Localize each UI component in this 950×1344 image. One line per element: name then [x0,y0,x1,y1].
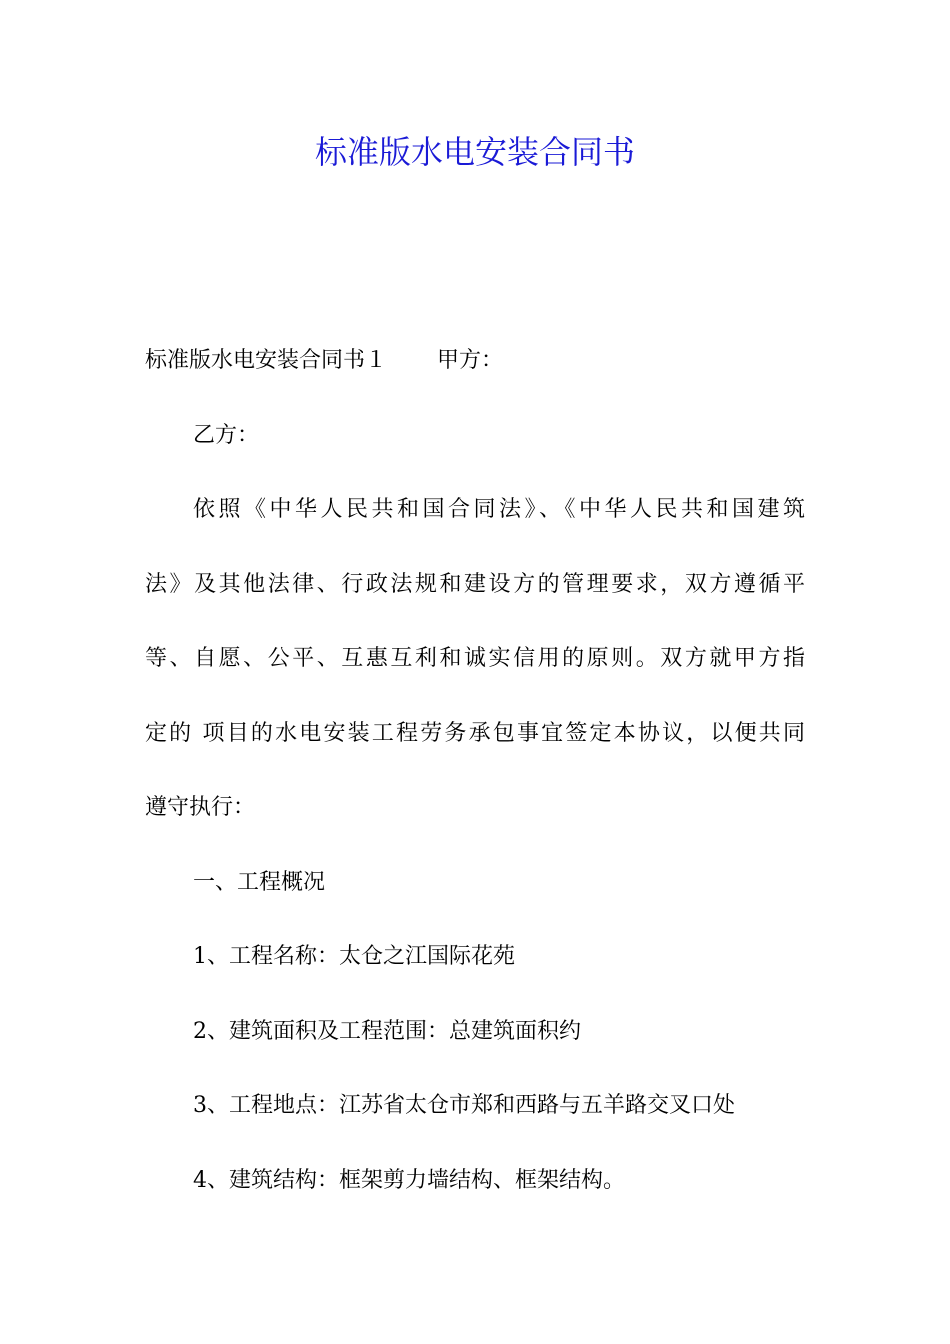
party-b-line [145,399,805,474]
preamble-line: 法》及其他法律、行政法规和建设方的管理要求，双方遵循平 [145,571,805,597]
list-item: 1、工程名称：太仓之江国际花苑 [193,944,515,969]
preamble-line: 遵守执行： [145,795,256,820]
contract-subtitle: 标准版水电安装合同书１ [145,348,388,373]
preamble-line: 依照《中华人民共和国合同法》、《中华人民共和国建筑 [193,497,805,522]
section-heading: 一、工程概况 [193,869,326,895]
list-item: 2、建筑面积及工程范围：总建筑面积约 [193,1018,581,1044]
preamble-line: 定的 项目的水电安装工程劳务承包事宜签定本协议，以便共同 [145,720,805,746]
preamble-line: 等、自愿、公平、互惠互利和诚实信用的原则。双方就甲方指 [145,646,805,671]
party-b-label: 乙方： [193,422,260,448]
document-title: 标准版水电安装合同书 [314,133,635,171]
party-a-label: 甲方： [437,348,504,373]
list-item: 3、工程地点：江苏省太仓市郑和西路与五羊路交叉口处 [193,1093,735,1118]
subtitle-line [145,324,805,399]
document-body [145,324,805,1218]
list-item: 4、建筑结构：框架剪力墙结构、框架结构。 [193,1167,625,1193]
